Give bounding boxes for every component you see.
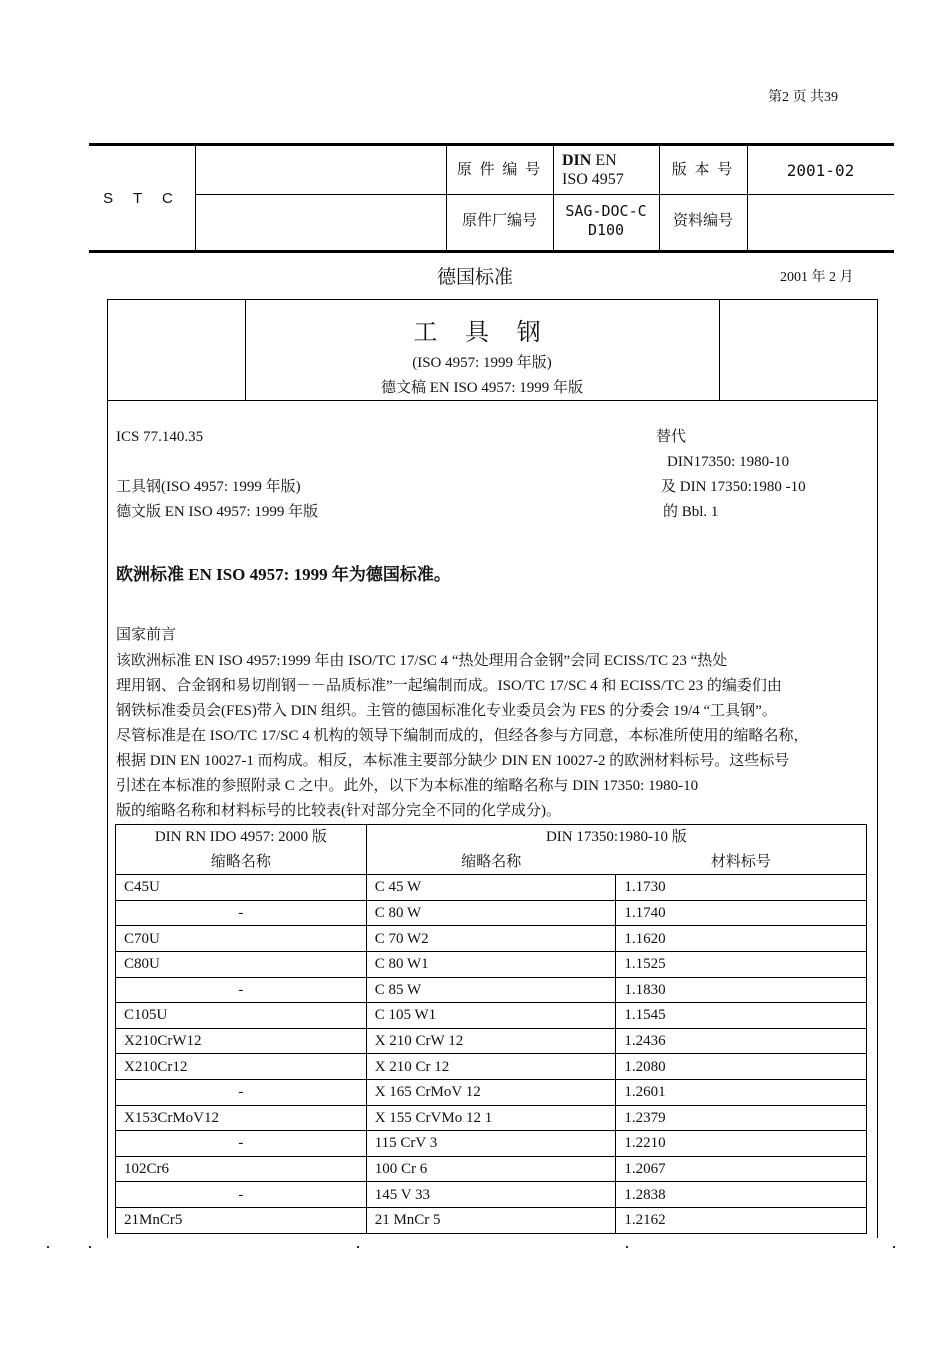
factory-no-line2: D100 (587, 221, 625, 239)
foreword-line: 理用钢、合金钢和易切削钢－－品质标准”一起编制而成。ISO/TC 17/SC 4 和 ECISS/TC 23 的编委们由 (116, 678, 782, 694)
cell-material-no: 1.1740 (616, 900, 867, 926)
cell-material-no: 1.1545 (616, 1003, 867, 1029)
cell-material-no: 1.2162 (616, 1207, 867, 1233)
org-name: S T C (103, 189, 181, 207)
orig-no-value (553, 146, 659, 194)
cell-abbrev-new: X210Cr12 (116, 1054, 367, 1080)
cell-abbrev-old: 21 MnCr 5 (366, 1207, 616, 1233)
cell-abbrev-new: - (116, 1131, 367, 1157)
foreword-line: 该欧洲标准 EN ISO 4957:1999 年由 ISO/TC 17/SC 4 “热处理用合金钢”会同 ECISS/TC 23 “热处 (116, 653, 728, 669)
factory-no-line1: SAG-DOC-C (565, 202, 647, 220)
cell-abbrev-old: X 210 Cr 12 (366, 1054, 616, 1080)
standard-statement: 欧洲标准 EN ISO 4957: 1999 年为德国标准。 (116, 565, 451, 584)
footer-dots (0, 1240, 950, 1250)
table-row (116, 900, 867, 926)
replace-line-1: DIN17350: 1980-10 (667, 454, 790, 470)
table-row (116, 951, 867, 977)
cell-abbrev-new: C105U (116, 1003, 367, 1029)
foreword-line: 根据 DIN EN 10027-1 而构成。相反，本标准主要部分缺少 DIN EN 10027-2 的欧洲材料标号。这些标号 (116, 753, 790, 769)
cell-abbrev-new: - (116, 1182, 367, 1208)
replace-line-2: 及 DIN 17350:1980 -10 (661, 479, 806, 495)
page-number (768, 86, 838, 106)
cell-abbrev-new: - (116, 977, 367, 1003)
cell-material-no: 1.1730 (616, 875, 867, 901)
info-left-line-1: 工具钢(ISO 4957: 1999 年版) (116, 479, 301, 495)
table-header-row (116, 850, 867, 875)
foreword-line: 尽管标准是在 ISO/TC 17/SC 4 机构的领导下编制而成的，但经各参与方同意，本标准所使用的缩略名称， (116, 728, 809, 744)
cell-abbrev-new: - (116, 1079, 367, 1105)
cell-abbrev-new: 21MnCr5 (116, 1207, 367, 1233)
version-label: 版 本 号 (671, 161, 735, 178)
header-left-top: DIN RN IDO 4957: 2000 版 (116, 825, 367, 850)
cell-abbrev-new: X153CrMoV12 (116, 1105, 367, 1131)
header-abbrev-old: 缩略名称 (366, 850, 616, 875)
cell-abbrev-old: X 155 CrVMo 12 1 (366, 1105, 616, 1131)
document-date: 2001 年 2 月 (780, 270, 854, 285)
cell-material-no: 1.1830 (616, 977, 867, 1003)
comparison-table (115, 824, 867, 1234)
cell-abbrev-old: C 80 W (366, 900, 616, 926)
cell-abbrev-new: C80U (116, 951, 367, 977)
cell-material-no: 1.2436 (616, 1028, 867, 1054)
foreword-heading: 国家前言 (116, 627, 177, 643)
document-title: 工 具 钢 (413, 318, 551, 346)
cell-abbrev-new: C70U (116, 926, 367, 952)
table-row (116, 1079, 867, 1105)
replace-label: 替代 (656, 429, 687, 445)
cell-abbrev-old: 115 CrV 3 (366, 1131, 616, 1157)
factory-no-value (553, 195, 659, 247)
cell-abbrev-old: C 80 W1 (366, 951, 616, 977)
page-number-prefix: 第 (768, 90, 782, 105)
cell-abbrev-old: X 165 CrMoV 12 (366, 1079, 616, 1105)
cell-material-no: 1.2379 (616, 1105, 867, 1131)
foreword-paragraph (116, 649, 868, 824)
page-number-mid: 页 共 (792, 90, 824, 105)
version-value: 2001-02 (786, 160, 855, 180)
table-header-row (116, 825, 867, 850)
header-right-top: DIN 17350:1980-10 版 (366, 825, 866, 850)
table-row (116, 1182, 867, 1208)
orig-no-line2: ISO 4957 (562, 171, 624, 188)
page-number-current: 2 (782, 90, 789, 105)
cell-material-no: 1.2838 (616, 1182, 867, 1208)
document-subtitle: 德国标准 (436, 266, 513, 288)
cell-abbrev-new: 102Cr6 (116, 1156, 367, 1182)
orig-no-label: 原 件 编 号 (456, 161, 543, 178)
cell-material-no: 1.2080 (616, 1054, 867, 1080)
table-row (116, 1156, 867, 1182)
table-row (116, 1003, 867, 1029)
title-box (108, 300, 877, 401)
table-row (116, 1131, 867, 1157)
cell-abbrev-new: - (116, 900, 367, 926)
table-row (116, 926, 867, 952)
cell-material-no: 1.2210 (616, 1131, 867, 1157)
orig-no-bold: DIN (562, 152, 592, 169)
cell-abbrev-old: C 45 W (366, 875, 616, 901)
table-row (116, 1207, 867, 1233)
table-row (116, 1028, 867, 1054)
info-left-line-2: 德文版 EN ISO 4957: 1999 年版 (116, 504, 319, 520)
foreword-line: 钢铁标准委员会(FES)带入 DIN 组织。主管的德国标准化专业委员会为 FES 的分委会 19/4 “工具钢”。 (116, 703, 777, 719)
cell-abbrev-old: C 85 W (366, 977, 616, 1003)
orig-factory-no-label: 原件厂编号 (461, 212, 537, 229)
cell-abbrev-old: 145 V 33 (366, 1182, 616, 1208)
ics-code: ICS 77.140.35 (116, 429, 204, 445)
table-row (116, 977, 867, 1003)
cell-material-no: 1.1525 (616, 951, 867, 977)
foreword-line: 引述在本标准的参照附录 C 之中。此外，以下为本标准的缩略名称与 DIN 17350: 1980-10 (116, 778, 699, 794)
table-row (116, 1054, 867, 1080)
cell-abbrev-old: 100 Cr 6 (366, 1156, 616, 1182)
title-german-edition: 德文稿 EN ISO 4957: 1999 年版 (380, 380, 584, 396)
header-material-no: 材料标号 (616, 850, 867, 875)
orig-no-rest: EN (591, 152, 617, 169)
cell-material-no: 1.1620 (616, 926, 867, 952)
cell-abbrev-old: C 105 W1 (366, 1003, 616, 1029)
title-iso-edition: (ISO 4957: 1999 年版) (412, 355, 552, 371)
document-header-table (89, 143, 894, 253)
header-abbrev-new: 缩略名称 (116, 850, 367, 875)
cell-material-no: 1.2067 (616, 1156, 867, 1182)
replace-line-3: 的 Bbl. 1 (663, 504, 719, 520)
cell-abbrev-new: X210CrW12 (116, 1028, 367, 1054)
foreword-line: 版的缩略名称和材料标号的比较表(针对部分完全不同的化学成分)。 (116, 803, 561, 819)
table-row (116, 1105, 867, 1131)
page-number-total: 39 (824, 90, 838, 105)
doc-no-label: 资料编号 (672, 212, 733, 229)
table-row (116, 875, 867, 901)
cell-material-no: 1.2601 (616, 1079, 867, 1105)
cell-abbrev-old: X 210 CrW 12 (366, 1028, 616, 1054)
cell-abbrev-old: C 70 W2 (366, 926, 616, 952)
cell-abbrev-new: C45U (116, 875, 367, 901)
